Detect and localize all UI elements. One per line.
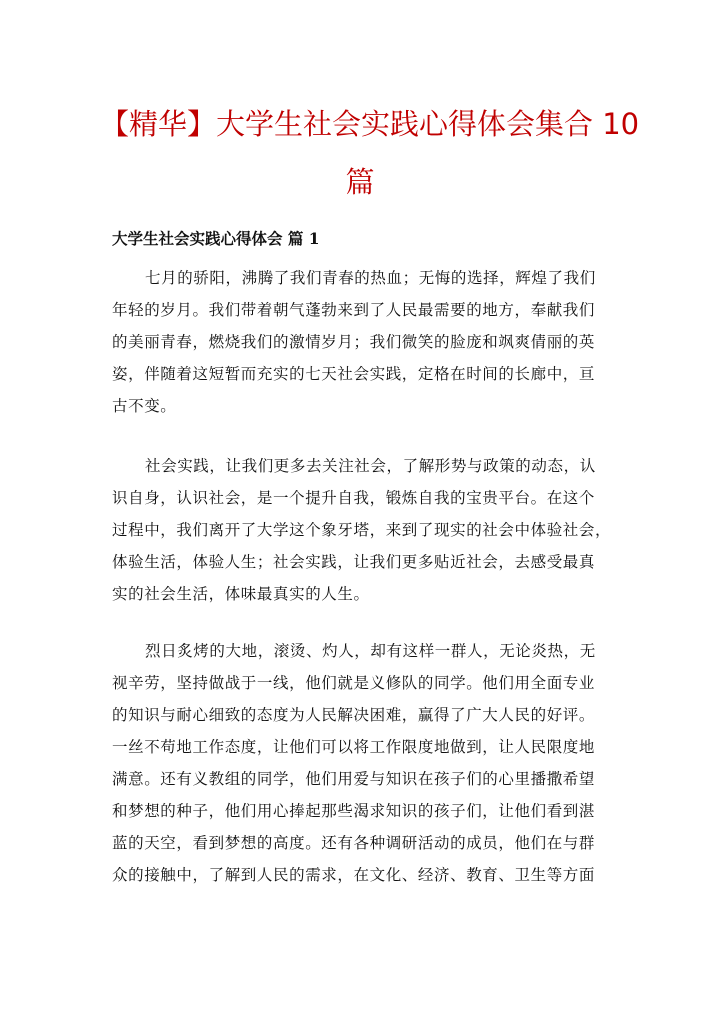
paragraph-line: 七月的骄阳，沸腾了我们青春的热血；无悔的选择，辉煌了我们 xyxy=(145,269,596,287)
paragraph-line: 体验生活，体验人生；社会实践，让我们更多贴近社会，去感受最真 xyxy=(112,553,596,571)
paragraph-line: 的知识与耐心细致的态度为人民解决困难，赢得了广大人民的好评。 xyxy=(112,706,596,724)
paragraph-line: 蓝的天空，看到梦想的高度。还有各种调研活动的成员，他们在与群 xyxy=(112,834,596,852)
paragraph-line: 和梦想的种子，他们用心捧起那些渴求知识的孩子们，让他们看到湛 xyxy=(112,802,596,820)
paragraph-line: 年轻的岁月。我们带着朝气蓬勃来到了人民最需要的地方，奉献我们 xyxy=(112,301,596,319)
paragraph-line: 姿，伴随着这短暂而充实的七天社会实践，定格在时间的长廊中，亘 xyxy=(112,365,596,383)
paragraph-line: 古不变。 xyxy=(112,397,177,415)
document-title xyxy=(100,95,640,211)
paragraph-line: 的美丽青春，燃烧我们的激情岁月；我们微笑的脸庞和飒爽倩丽的英 xyxy=(112,333,596,351)
paragraph-line: 众的接触中，了解到人民的需求，在文化、经济、教育、卫生等方面 xyxy=(112,866,596,884)
paragraph-1 xyxy=(112,262,612,422)
paragraph-line: 烈日炙烤的大地，滚烫、灼人，却有这样一群人，无论炎热，无 xyxy=(145,642,596,660)
document-title-line-2: 篇 xyxy=(345,165,375,199)
paragraph-line: 识自身，认识社会，是一个提升自我，锻炼自我的宝贵平台。在这个 xyxy=(112,489,596,507)
paragraph-line: 实的社会生活，体味最真实的人生。 xyxy=(112,585,370,603)
paragraph-line: 过程中，我们离开了大学这个象牙塔，来到了现实的社会中体验社会， xyxy=(112,521,612,539)
paragraph-line: 满意。还有义教组的同学，他们用爱与知识在孩子们的心里播撒希望 xyxy=(112,770,596,788)
paragraph-3 xyxy=(112,635,612,891)
document-title-line-1: 【精华】大学生社会实践心得体会集合 10 xyxy=(100,107,640,141)
paragraph-line: 社会实践，让我们更多去关注社会，了解形势与政策的动态，认 xyxy=(145,457,596,475)
paragraph-2 xyxy=(112,450,612,610)
paragraph-line: 视辛劳，坚持做战于一线，他们就是义修队的同学。他们用全面专业 xyxy=(112,674,596,692)
paragraph-line: 一丝不苟地工作态度，让他们可以将工作限度地做到，让人民限度地 xyxy=(112,738,596,756)
section-heading: 大学生社会实践心得体会 篇 1 xyxy=(112,229,320,248)
